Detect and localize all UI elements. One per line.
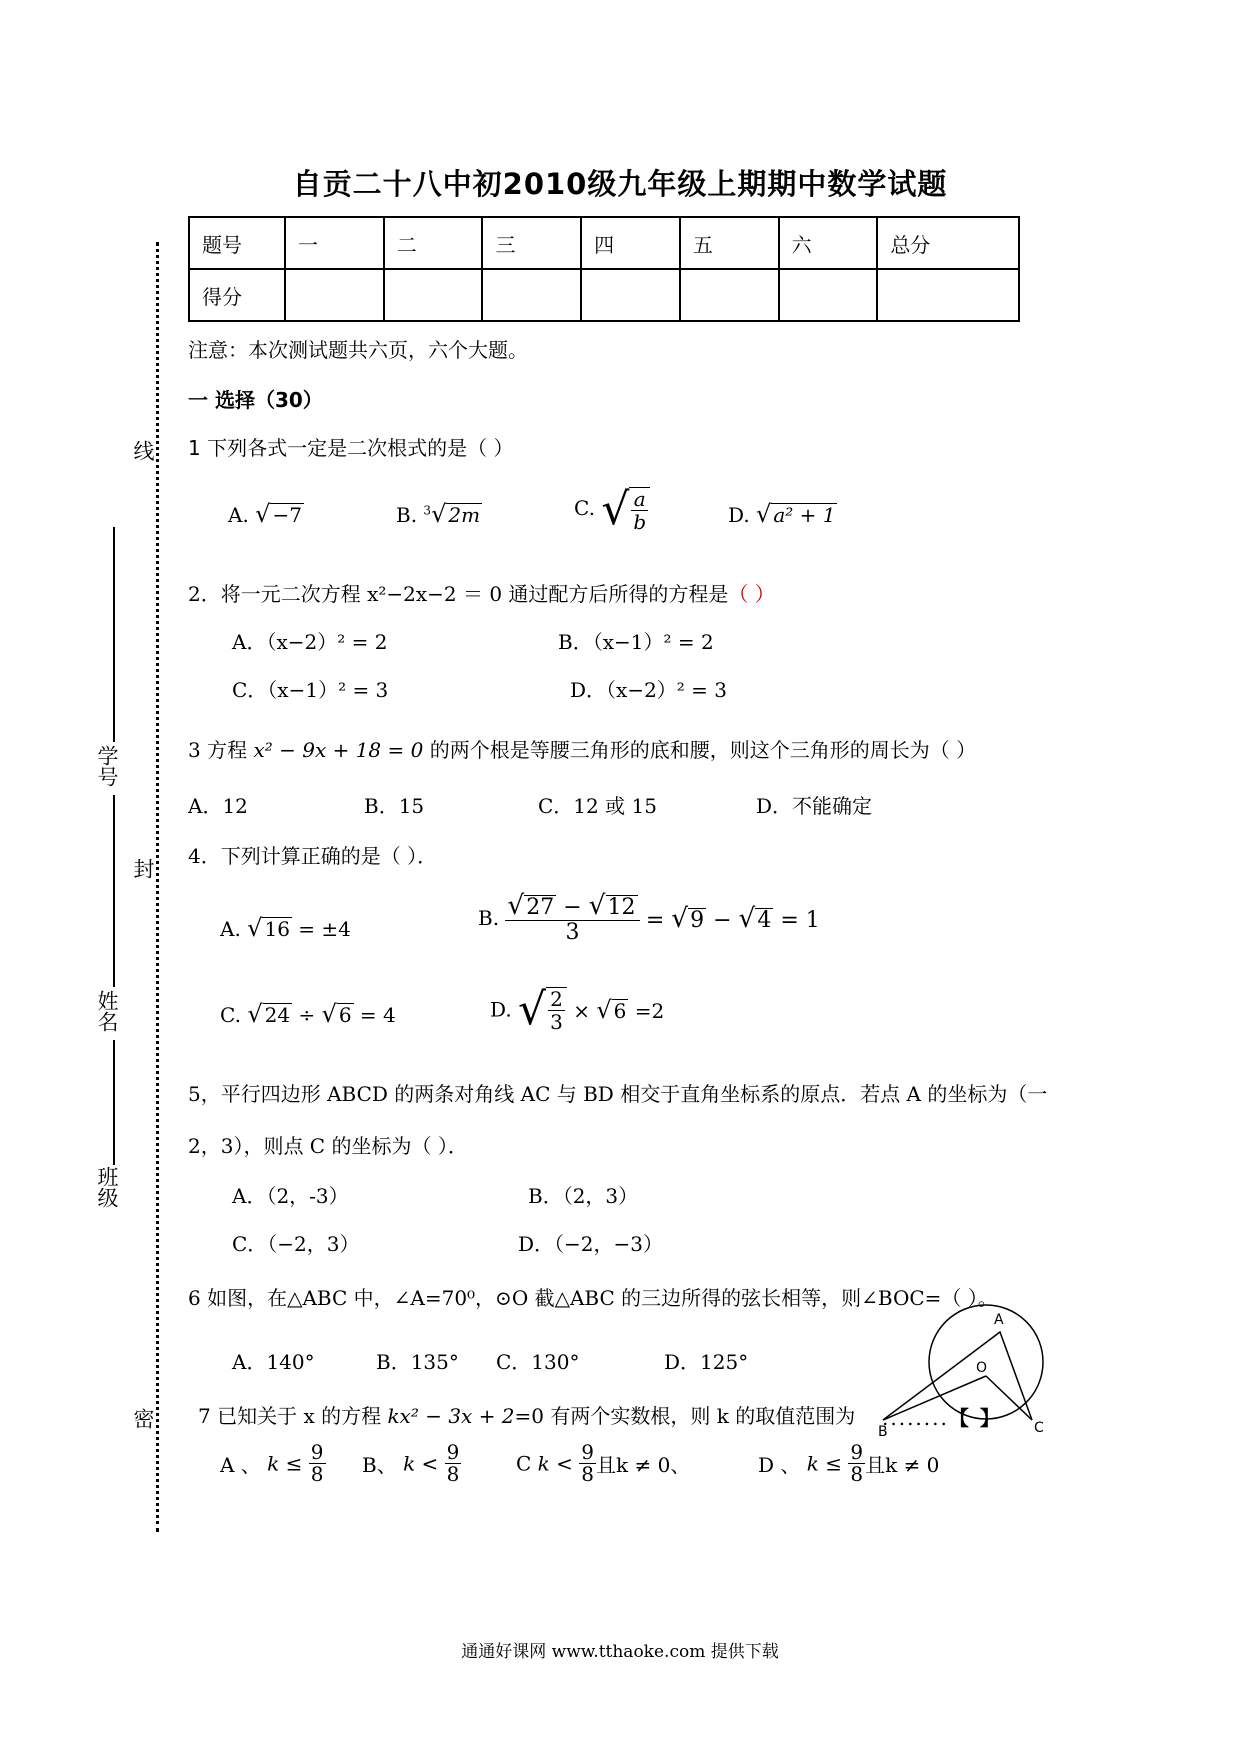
q7-c-rel: k < <box>537 1451 573 1476</box>
class-underline[interactable] <box>113 1040 115 1165</box>
table-cell: 题号 <box>189 217 285 269</box>
q7-stem-pre: 7 已知关于 x 的方程 <box>198 1404 382 1428</box>
q4-c-rad2: 6 <box>338 1003 352 1027</box>
q1-c-den: b <box>633 509 647 534</box>
table-cell: 三 <box>482 217 581 269</box>
q4-b-rest3: = 1 <box>780 907 820 933</box>
q1-option-c: C. √ $\frac{a}{b}$ <box>574 484 650 535</box>
q3-stem-pre: 3 方程 <box>188 738 248 762</box>
q2-option-d: D．（x−2）² = 3 <box>570 678 728 702</box>
q2-stem-text: 2．将一元二次方程 x²−2x−2 ＝ 0 通过配方后所得的方程是 <box>188 582 729 606</box>
q3-option-a: A．12 <box>188 794 248 818</box>
q1-option-d: D. √ a² + 1 <box>728 500 836 528</box>
table-cell: 一 <box>285 217 384 269</box>
score-input-cell[interactable] <box>581 269 680 321</box>
label-o: O <box>976 1360 988 1376</box>
table-cell: 二 <box>384 217 483 269</box>
option-letter: D. <box>728 503 750 527</box>
q7-stem-post: =0 有两个实数根，则 k 的取值范围为 <box>514 1404 856 1428</box>
page-title: 自贡二十八中初2010级九年级上期期中数学试题 <box>292 167 948 201</box>
table-cell: 总分 <box>877 217 1019 269</box>
label-c: C <box>1034 1420 1044 1436</box>
frac-den: 8 <box>446 1462 460 1486</box>
q7-answer-bracket[interactable]: ........【 】 <box>882 1406 1002 1430</box>
q7-a-rel: k ≤ <box>267 1451 303 1476</box>
question-6-stem: 6 如图，在△ABC 中，∠A=70⁰，⊙O 截△ABC 的三边所得的弦长相等，则∠BOC=（ ）。 <box>188 1286 998 1310</box>
question-1-stem: 1 下列各式一定是二次根式的是（ ） <box>188 436 514 460</box>
q4-b-den: 3 <box>565 920 580 946</box>
seal-label-mi: 密 <box>131 1408 155 1429</box>
footer-credit: 通通好课网 www.tthaoke.com 提供下载 <box>461 1642 779 1662</box>
q7-option-b <box>362 1442 461 1485</box>
class-label: 班级 <box>95 1166 119 1208</box>
q4-d-rad: 6 <box>613 998 627 1023</box>
option-letter: D 、 <box>758 1453 801 1477</box>
q4-a-radicand: 16 <box>264 917 290 941</box>
score-input-cell[interactable] <box>482 269 581 321</box>
student-no-label: 学号 <box>95 745 119 787</box>
q2-option-b: B．（x−1）² = 2 <box>558 630 714 654</box>
q4-d-times: × <box>573 998 597 1023</box>
label-a: A <box>994 1312 1004 1328</box>
q5-option-d: D．（−2，−3） <box>518 1232 663 1256</box>
q1-c-num: a <box>631 488 648 511</box>
question-2-stem <box>188 578 775 607</box>
option-letter: B. <box>396 503 418 527</box>
score-input-cell[interactable] <box>877 269 1019 321</box>
name-underline[interactable] <box>113 795 115 987</box>
q4-d-num: 2 <box>550 986 563 1011</box>
name-label: 姓名 <box>95 990 119 1032</box>
table-cell: 五 <box>680 217 779 269</box>
q4-c-rad1: 24 <box>264 1003 291 1027</box>
question-5-line2: 2，3），则点 C 的坐标为（ ）． <box>188 1134 468 1158</box>
score-input-cell[interactable] <box>285 269 384 321</box>
score-input-cell[interactable] <box>384 269 483 321</box>
option-letter: A. <box>228 503 249 527</box>
frac-num: 9 <box>446 1440 460 1464</box>
seal-label-line: 线 <box>131 440 155 461</box>
q4-a-rest: = ±4 <box>291 917 351 941</box>
question-5-line1: 5，平行四边形 ABCD 的两条对角线 AC 与 BD 相交于直角坐标系的原点．若点 A 的坐标为（一 <box>188 1082 1048 1106</box>
q6-option-b: B．135° <box>376 1350 459 1374</box>
q4-b-num1: 27 <box>526 895 555 920</box>
student-no-underline[interactable] <box>113 527 115 742</box>
q7-option-a <box>220 1442 326 1485</box>
table-cell: 四 <box>581 217 680 269</box>
q1-option-a: A. √ −7 <box>228 500 302 528</box>
q4-option-a: A. √ 16 = ±4 <box>220 914 351 942</box>
frac-num: 9 <box>850 1440 864 1464</box>
frac-num: 9 <box>310 1440 324 1464</box>
q5-option-a: A．（2，-3） <box>232 1184 349 1208</box>
q5-option-b: B．（2，3） <box>528 1184 639 1208</box>
table-cell: 得分 <box>189 269 285 321</box>
q5-option-c: C．（−2，3） <box>232 1232 360 1256</box>
q3-option-b: B．15 <box>364 794 425 818</box>
option-letter: D. <box>490 997 512 1022</box>
q3-stem-post: 的两个根是等腰三角形的底和腰，则这个三角形的周长为（ ） <box>429 738 977 762</box>
seal-label-feng: 封 <box>131 858 155 879</box>
q1-a-radicand: −7 <box>272 503 302 527</box>
option-letter: C. <box>220 1003 241 1027</box>
question-4-stem: 4．下列计算正确的是（ ）． <box>188 844 438 868</box>
q4-c-div: ÷ <box>292 1003 322 1027</box>
question-3-stem <box>188 734 976 763</box>
section-heading: 一 选择（30） <box>188 388 323 412</box>
q4-b-rest1: 9 <box>690 907 705 933</box>
q7-equation: kx² − 3x + 2 <box>387 1404 515 1428</box>
option-letter: A 、 <box>220 1453 261 1477</box>
option-letter: B. <box>478 906 500 931</box>
score-input-cell[interactable] <box>680 269 779 321</box>
q1-option-b: B. $^3$√ 2m <box>396 500 481 528</box>
frac-den: 8 <box>850 1462 864 1486</box>
option-letter: B、 <box>362 1453 397 1477</box>
q4-b-rest2: 4 <box>757 907 772 933</box>
q1-d-radicand: a² + 1 <box>773 503 836 527</box>
q6-option-a: A．140° <box>232 1350 315 1374</box>
q4-b-num2: 12 <box>607 895 636 920</box>
q4-d-rest: =2 <box>628 998 665 1023</box>
table-row <box>189 217 1019 269</box>
option-letter: C <box>516 1451 532 1476</box>
q3-equation: x² − 9x + 18 = 0 <box>253 738 424 762</box>
q6-option-d: D．125° <box>664 1350 749 1374</box>
frac-num: 9 <box>581 1440 594 1464</box>
q4-d-den: 3 <box>550 1009 563 1034</box>
seal-dotted-line <box>156 242 159 1532</box>
table-cell: 六 <box>779 217 878 269</box>
exam-note: 注意：本次测试题共六页，六个大题。 <box>188 338 528 362</box>
q2-option-c: C．（x−1）² = 3 <box>232 678 389 702</box>
label-b: B <box>878 1424 888 1440</box>
q7-d-rel: k ≤ <box>806 1451 842 1476</box>
frac-den: 8 <box>310 1462 324 1486</box>
q7-c-post: 且k ≠ 0、 <box>596 1453 691 1477</box>
score-table <box>188 216 1020 322</box>
q1-b-index: 3 <box>423 503 432 518</box>
q7-b-rel: k < <box>403 1451 439 1476</box>
q2-option-a: A．（x−2）² = 2 <box>232 630 388 654</box>
q3-option-d: D．不能确定 <box>756 794 873 818</box>
frac-den: 8 <box>581 1462 594 1486</box>
q7-option-d <box>758 1442 939 1485</box>
q4-option-b: B. $\frac{√27 - √12}{3}$ = √9 − √4 = 1 <box>478 890 820 946</box>
option-letter: C. <box>574 496 595 520</box>
score-input-cell[interactable] <box>779 269 878 321</box>
q2-answer-paren[interactable]: （ ） <box>728 582 775 606</box>
option-letter: A. <box>220 917 241 941</box>
q1-b-radicand: 2m <box>448 503 481 527</box>
q3-option-c: C．12 或 15 <box>538 794 657 818</box>
q4-option-d: D. √ $\frac{2}{3}$ × √ 6 =2 <box>490 984 665 1035</box>
q7-option-c <box>516 1442 690 1485</box>
q6-option-c: C．130° <box>496 1350 580 1374</box>
table-row <box>189 269 1019 321</box>
q4-c-rest: = 4 <box>353 1003 396 1027</box>
q7-bracket-text: 【 】 <box>948 1406 1002 1430</box>
q4-option-c: C. √ 24 ÷ √ 6 = 4 <box>220 1000 396 1028</box>
q7-d-post: 且k ≠ 0 <box>865 1453 940 1477</box>
question-7-stem <box>198 1400 855 1429</box>
